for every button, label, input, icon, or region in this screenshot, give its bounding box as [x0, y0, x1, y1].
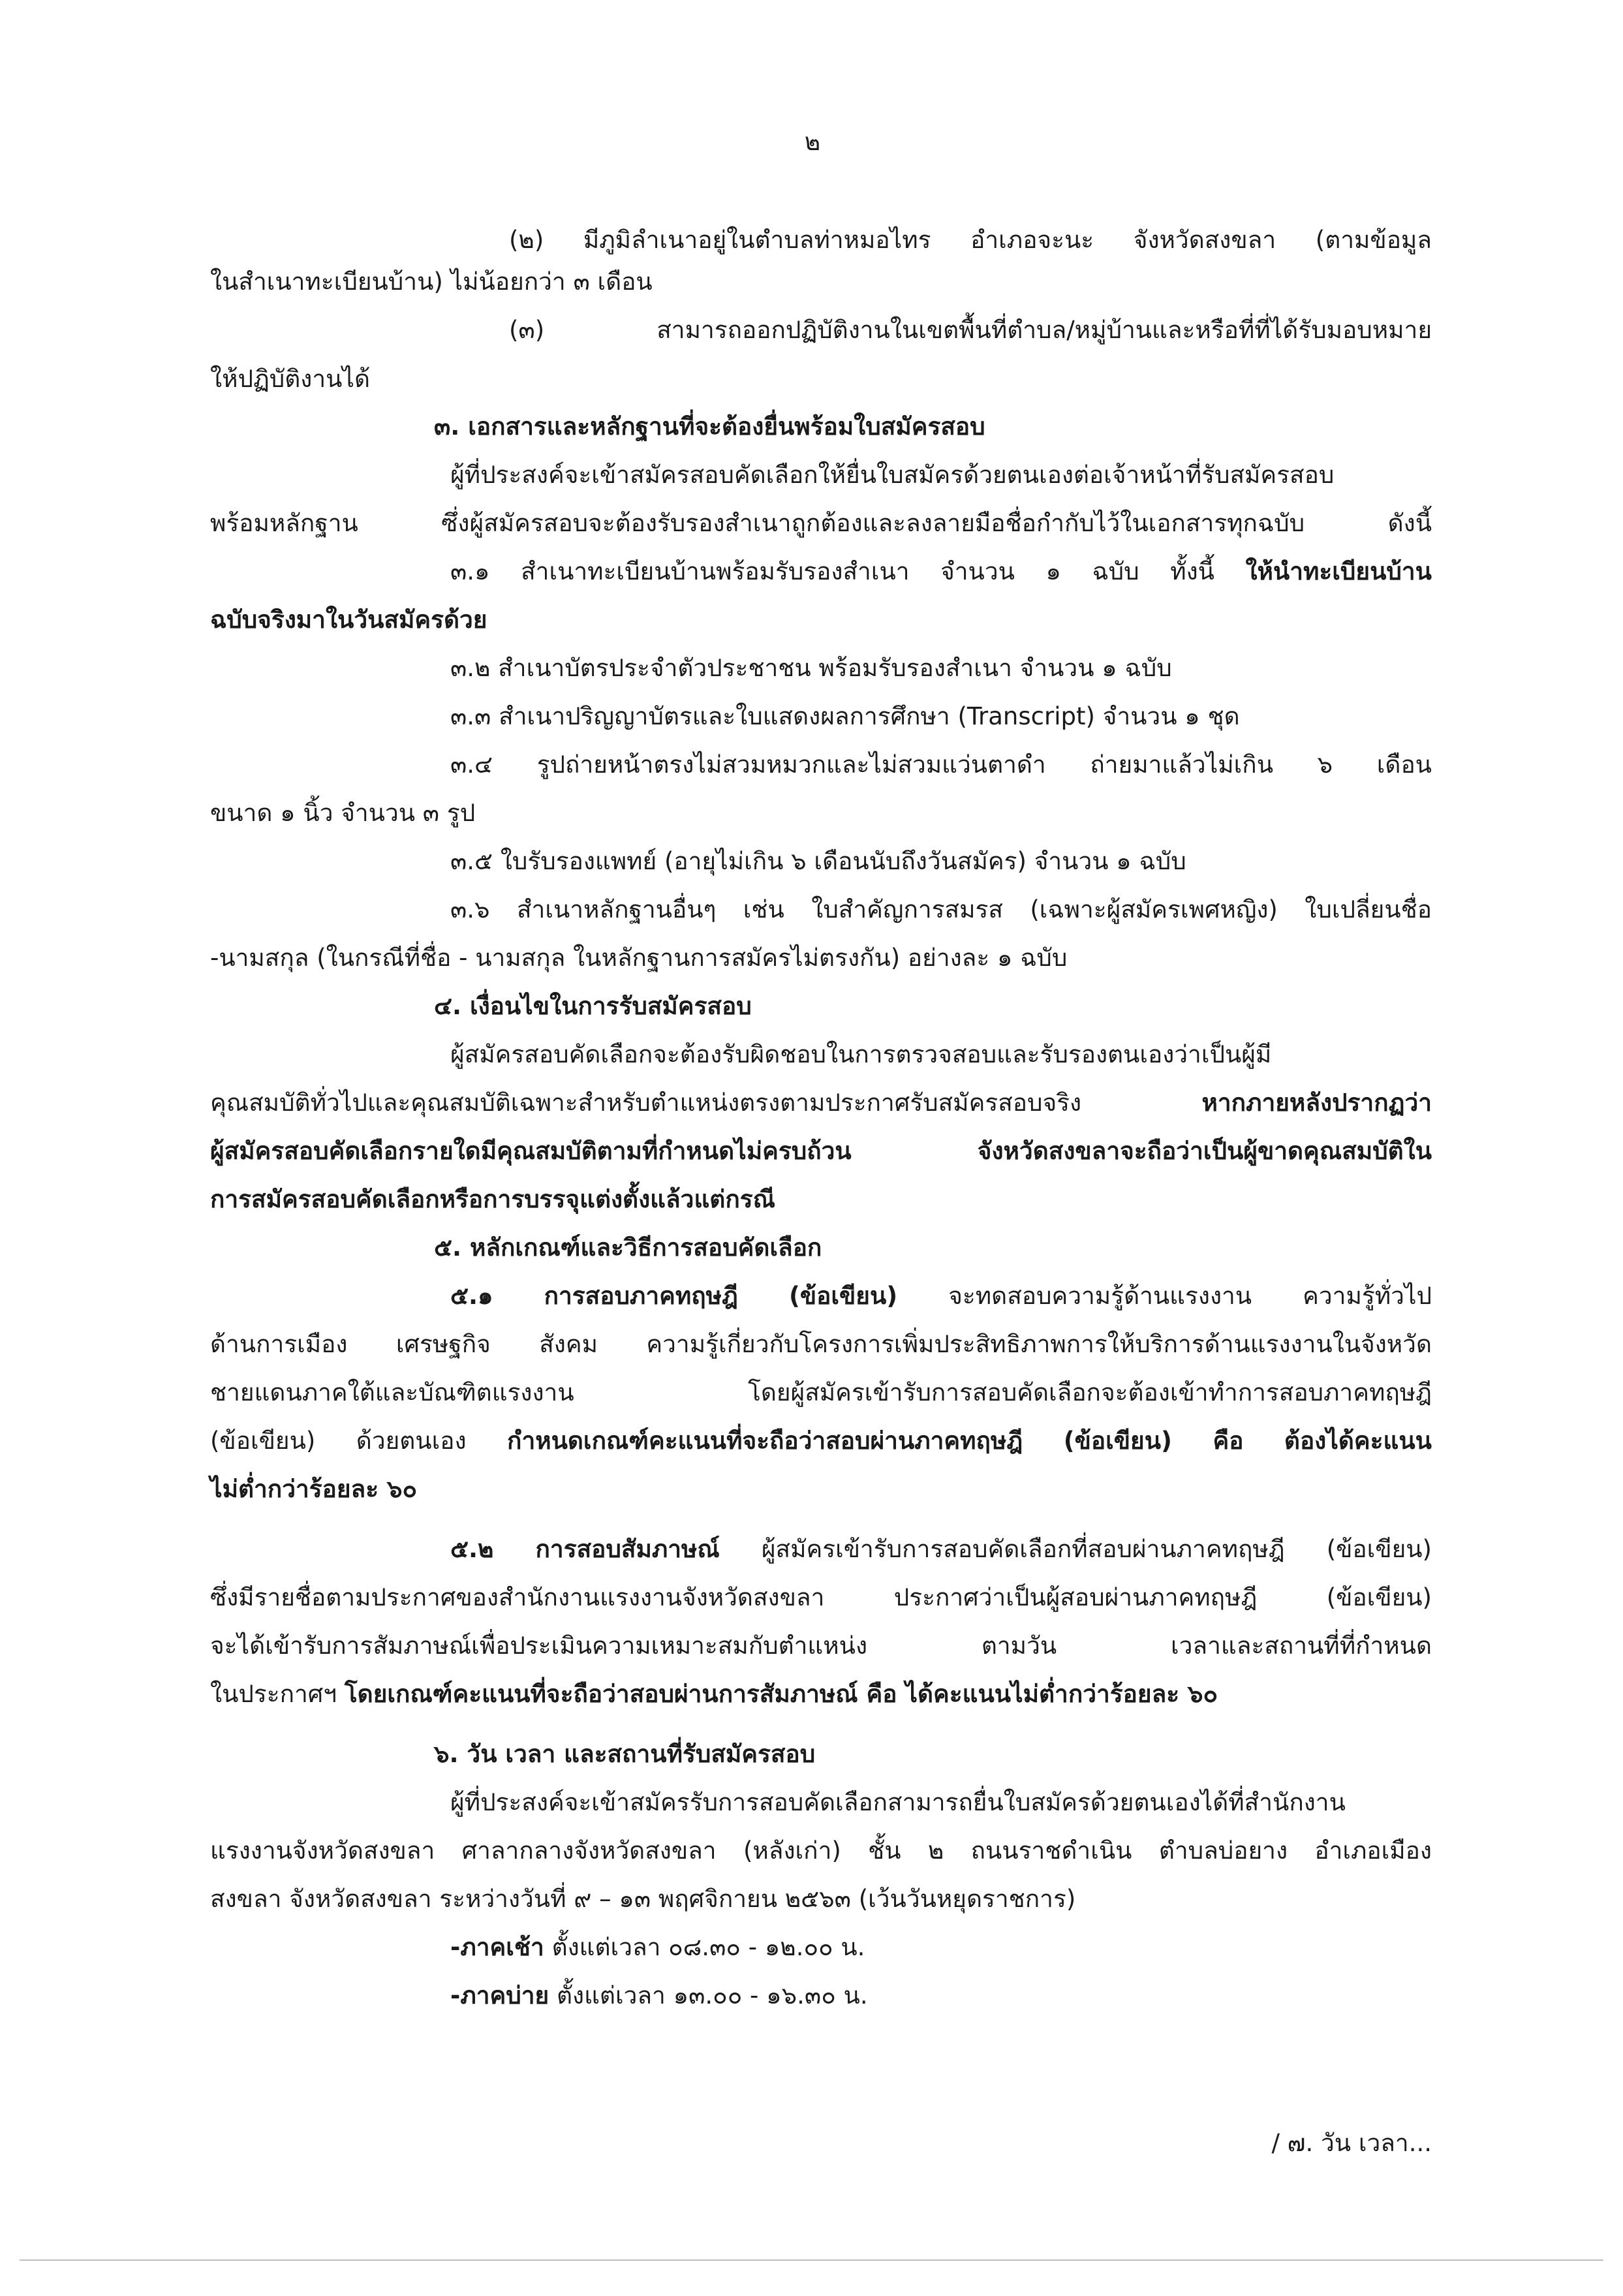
- text-line: [450, 546, 1432, 598]
- section-heading: ๔. เงื่อนไขในการรับสมัครสอบ: [434, 992, 752, 1020]
- text-word: (ตามข้อมูล: [1315, 226, 1432, 254]
- text-word: จังหวัดสงขลา: [1133, 226, 1276, 254]
- text-word: ผู้สมัครเข้ารับการสอบคัดเลือกที่สอบผ่านภาคทฤษฎี: [761, 1535, 1285, 1563]
- text-word: ถนนราชดำเนิน: [970, 1837, 1132, 1865]
- text-emphasis: การสอบภาคทฤษฎี: [544, 1282, 738, 1310]
- text-word: เช่น: [743, 895, 784, 923]
- text-emphasis: ๕.๑: [450, 1282, 493, 1310]
- text-word: ศาลากลางจังหวัดสงขลา: [461, 1837, 717, 1865]
- section-heading: ๓. เอกสารและหลักฐานที่จะต้องยื่นพร้อมใบสมัครสอบ: [434, 412, 985, 441]
- text-line: [450, 739, 1432, 791]
- text-word: ๑: [1045, 557, 1061, 585]
- text-word: ตำบลบ่อยาง: [1158, 1837, 1288, 1865]
- text-word: สำเนาทะเบียนบ้านพร้อมรับรองสำเนา: [521, 557, 910, 585]
- text-emphasis: ให้นำทะเบียนบ้าน: [1245, 557, 1432, 585]
- text-line: [210, 1415, 1432, 1467]
- text-line: [210, 1125, 1432, 1177]
- text-line: [210, 1077, 1432, 1129]
- page-number: ๒: [804, 128, 821, 156]
- text-word: ประกาศว่าเป็นผู้สอบผ่านภาคทฤษฎี: [893, 1583, 1258, 1611]
- text-emphasis: ๕.๒: [450, 1535, 494, 1563]
- continuation-note: / ๗. วัน เวลา...: [1271, 2129, 1432, 2157]
- text-emphasis: โดยเกณฑ์คะแนนที่จะถือว่าสอบผ่านการสัมภาษณ์ คือ ได้คะแนนไม่ต่ำกว่าร้อยละ ๖๐: [344, 1680, 1218, 1708]
- text-word: ๓.๖: [450, 895, 490, 923]
- text-word: ชั้น: [868, 1837, 901, 1865]
- text-line: ๓.๓ สำเนาปริญญาบัตรและใบแสดงผลการศึกษา (Transcript) จำนวน ๑ ชุด: [450, 702, 1240, 730]
- text-word: สังคม: [539, 1330, 598, 1358]
- text-word: ในประกาศฯ: [210, 1680, 337, 1708]
- text-word: ๒: [927, 1837, 944, 1865]
- text-line: ๓.๕ ใบรับรองแพทย์ (อายุไม่เกิน ๖ เดือนนับถึงวันสมัคร) จำนวน ๑ ฉบับ: [450, 847, 1186, 875]
- text-word: ตามวัน: [981, 1632, 1057, 1660]
- text-line: [450, 449, 1432, 501]
- text-emphasis: -ภาคบ่าย: [450, 1981, 549, 2009]
- text-emphasis: หากภายหลังปรากฏว่า: [1201, 1089, 1432, 1117]
- text-word: เวลาและสถานที่ที่กำหนด: [1170, 1632, 1432, 1660]
- text-line: ขนาด ๑ นิ้ว จำนวน ๓ รูป: [210, 799, 476, 827]
- text-word: ๓.๑: [450, 557, 490, 585]
- text-line: -นามสกุล (ในกรณีที่ชื่อ - นามสกุล ในหลักฐานการสมัครไม่ตรงกัน) อย่างละ ๑ ฉบับ: [210, 944, 1068, 972]
- text-line: [450, 1270, 1432, 1322]
- text-emphasis: การสอบสัมภาษณ์: [535, 1535, 720, 1563]
- text-word: รูปถ่ายหน้าตรงไม่สวมหมวกและไม่สวมแว่นตาดำ: [536, 751, 1046, 779]
- text-line: [450, 1029, 1432, 1081]
- text-emphasis: -ภาคเช้า: [450, 1933, 544, 1961]
- text-word: ใบสำคัญการสมรส: [811, 895, 1003, 923]
- text-word: (หลังเก่า): [743, 1837, 841, 1865]
- text-word: จังหวัดสงขลาจะถือว่าเป็นผู้ขาดคุณสมบัติใน: [977, 1137, 1432, 1165]
- text-word: ทั้งนี้: [1170, 557, 1214, 585]
- text-word: จะทดสอบความรู้ด้านแรงงาน: [948, 1282, 1252, 1310]
- text-word: ผู้ที่ประสงค์จะเข้าสมัครสอบคัดเลือกให้ยื่นใบสมัครด้วยตนเองต่อเจ้าหน้าที่รับสมัครสอบ: [450, 461, 1335, 489]
- text-word: ด้วยตนเอง: [356, 1427, 467, 1455]
- footer-divider: [20, 2259, 1603, 2261]
- text-emphasis: กำหนดเกณฑ์คะแนนที่จะถือว่าสอบผ่านภาคทฤษฎี: [507, 1427, 1023, 1455]
- text-word: อำเภอเมือง: [1314, 1837, 1432, 1865]
- text-line: [450, 1921, 1623, 1974]
- text-word: ๓.๔: [450, 751, 493, 779]
- text-word: (เฉพาะผู้สมัครเพศหญิง): [1030, 895, 1278, 923]
- text-word: ซึ่งผู้สมัครสอบจะต้องรับรองสำเนาถูกต้องและลงลายมือชื่อกำกับไว้ในเอกสารทุกฉบับ: [441, 509, 1305, 537]
- text-line: ฉบับจริงมาในวันสมัครด้วย: [210, 606, 487, 634]
- text-word: พร้อมหลักฐาน: [210, 509, 358, 537]
- text-line: [450, 1776, 1432, 1829]
- text-line: การสมัครสอบคัดเลือกหรือการบรรจุแต่งตั้งแล้วแต่กรณี: [210, 1185, 775, 1213]
- text-word: โดยผู้สมัครเข้ารับการสอบคัดเลือกจะต้องเข้าทำการสอบภาคทฤษฎี: [747, 1378, 1432, 1406]
- text-word: ดังนี้: [1387, 509, 1432, 537]
- text-word: สามารถออกปฏิบัติงานในเขตพื้นที่ตำบล/หมู่บ้านและหรือที่ที่ได้รับมอบหมาย: [657, 316, 1432, 344]
- text-word: เศรษฐกิจ: [395, 1330, 491, 1358]
- text-word: ตั้งแต่เวลา ๑๓.๐๐ - ๑๖.๓๐ น.: [549, 1981, 868, 2009]
- text-word: ซึ่งมีรายชื่อตามประกาศของสำนักงานแรงงานจังหวัดสงขลา: [210, 1583, 825, 1611]
- text-line: สงขลา จังหวัดสงขลา ระหว่างวันที่ ๙ – ๑๓ พฤศจิกายน ๒๕๖๓ (เว้นวันหยุดราชการ): [210, 1885, 1076, 1913]
- text-word: ความรู้เกี่ยวกับโครงการเพิ่มประสิทธิภาพการให้บริการด้านแรงงานในจังหวัด: [646, 1330, 1432, 1358]
- text-word: ผู้ที่ประสงค์จะเข้าสมัครรับการสอบคัดเลือกสามารถยื่นใบสมัครด้วยตนเองได้ที่สำนักงาน: [450, 1788, 1346, 1816]
- text-word: ใบเปลี่ยนชื่อ: [1305, 895, 1432, 923]
- text-word: มีภูมิลำเนาอยู่ในตำบลท่าหมอไทร: [583, 226, 931, 254]
- text-line: ไม่ต่ำกว่าร้อยละ ๖๐: [210, 1475, 418, 1503]
- text-word: (ข้อเขียน): [1326, 1535, 1432, 1563]
- section-heading: ๖. วัน เวลา และสถานที่รับสมัครสอบ: [434, 1740, 816, 1768]
- text-word: จะได้เข้ารับการสัมภาษณ์เพื่อประเมินความเหมาะสมกับตำแหน่ง: [210, 1632, 868, 1660]
- text-word: แรงงานจังหวัดสงขลา: [210, 1837, 435, 1865]
- text-line: [450, 1523, 1432, 1575]
- text-word: คุณสมบัติทั่วไปและคุณสมบัติเฉพาะสำหรับตำแหน่งตรงตามประกาศรับสมัครสอบจริง: [210, 1089, 1082, 1117]
- text-line: [210, 1367, 1432, 1419]
- text-emphasis: คือ: [1213, 1427, 1244, 1455]
- text-word: ชายแดนภาคใต้และบัณฑิตแรงงาน: [210, 1378, 574, 1406]
- text-word: ผู้สมัครสอบคัดเลือกรายใดมีคุณสมบัติตามที่กำหนดไม่ครบถ้วน: [210, 1137, 852, 1165]
- text-emphasis: ต้องได้คะแนน: [1284, 1427, 1432, 1455]
- text-word: ความรู้ทั่วไป: [1303, 1282, 1432, 1310]
- text-word: ตั้งแต่เวลา ๐๘.๓๐ - ๑๒.๐๐ น.: [544, 1933, 865, 1961]
- text-line: [450, 884, 1432, 936]
- text-line: ให้ปฏิบัติงานได้: [210, 365, 371, 393]
- text-word: ด้านการเมือง: [210, 1330, 348, 1358]
- text-word: ถ่ายมาแล้วไม่เกิน: [1090, 751, 1274, 779]
- text-line: [450, 1970, 1623, 2022]
- text-line: [210, 1572, 1432, 1624]
- text-word: สำเนาหลักฐานอื่นๆ: [516, 895, 717, 923]
- text-word: ผู้สมัครสอบคัดเลือกจะต้องรับผิดชอบในการตรวจสอบและรับรองตนเองว่าเป็นผู้มี: [450, 1040, 1272, 1068]
- text-word: (๓): [509, 316, 545, 344]
- text-line: ๓.๒ สำเนาบัตรประจำตัวประชาชน พร้อมรับรองสำเนา จำนวน ๑ ฉบับ: [450, 654, 1172, 682]
- text-line: [210, 497, 1432, 550]
- text-line: ในสำเนาทะเบียนบ้าน) ไม่น้อยกว่า ๓ เดือน: [210, 268, 653, 296]
- text-word: (๒): [509, 226, 544, 254]
- text-emphasis: (ข้อเขียน): [788, 1282, 898, 1310]
- text-line: [210, 1620, 1432, 1672]
- text-emphasis: (ข้อเขียน): [1063, 1427, 1172, 1455]
- text-word: จำนวน: [940, 557, 1015, 585]
- text-word: เดือน: [1376, 751, 1432, 779]
- text-word: (ข้อเขียน): [1326, 1583, 1432, 1611]
- text-line: [210, 1668, 1432, 1720]
- text-line: [210, 1318, 1432, 1371]
- section-heading: ๕. หลักเกณฑ์และวิธีการสอบคัดเลือก: [434, 1233, 822, 1262]
- text-word: ฉบับ: [1092, 557, 1139, 585]
- text-word: (ข้อเขียน): [210, 1427, 316, 1455]
- text-line: [210, 1825, 1432, 1877]
- text-word: อำเภอจะนะ: [970, 226, 1094, 254]
- text-word: ๖: [1317, 751, 1333, 779]
- text-line: [509, 304, 1432, 356]
